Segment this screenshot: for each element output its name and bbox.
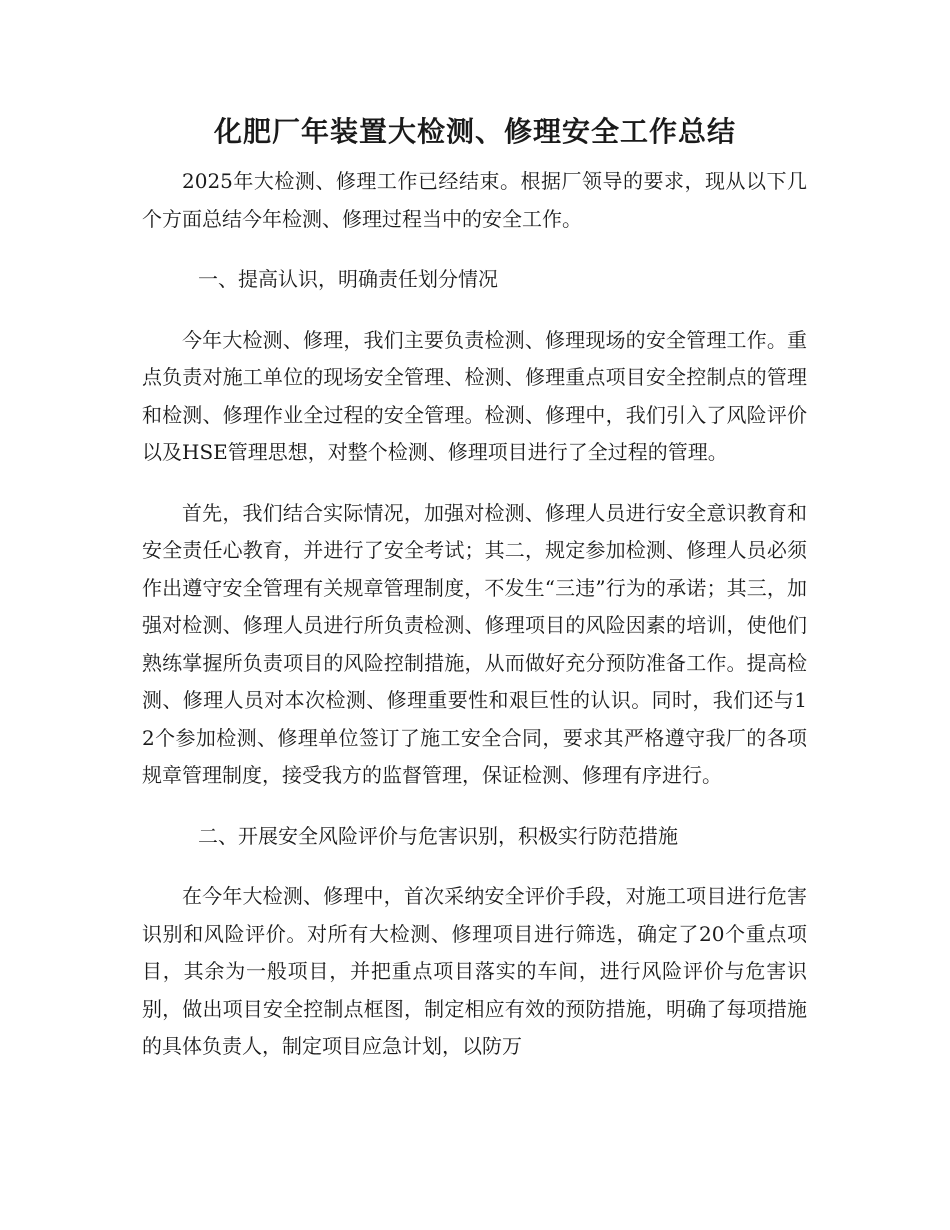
section-heading-1: 一、提高认识，明确责任划分情况: [198, 267, 498, 291]
paragraph-spacer: [142, 855, 807, 878]
section-heading-2: 二、开展安全风险评价与危害识别，积极实行防范措施: [198, 823, 678, 848]
paragraph-spacer: [142, 238, 807, 261]
paragraph-spacer: [142, 299, 807, 322]
intro-paragraph: 2025年大检测、修理工作已经结束。根据厂领导的要求，现从以下几个方面总结今年检测、修理过程当中的安全工作。: [142, 169, 807, 231]
document-body: [142, 163, 807, 1066]
paragraph-spacer: [142, 472, 807, 495]
section-1-paragraph-2: 首先，我们结合实际情况，加强对检测、修理人员进行安全意识教育和安全责任心教育，并进行了安全考试；其二，规定参加检测、修理人员必须作出遵守安全管理有关规章管理制度，不发生“三违”行为的承诺；其三，加强对检测、修理人员进行所负责检测、修理项目的风险因素的培训，使他们熟练掌握所负责项目的风险控制措施，从而做好充分预防准备工作。提高检测、修理人员对本次检测、修理重要性和艰巨性的认识。同时，我们还与12个参加检测、修理单位签订了施工安全合同，要求其严格遵守我厂的各项规章管理制度，接受我方的监督管理，保证检测、修理有序进行。: [142, 500, 807, 787]
section-2-paragraph-1: 在今年大检测、修理中，首次采纳安全评价手段，对施工项目进行危害识别和风险评价。对所有大检测、修理项目进行筛选，确定了20个重点项目，其余为一般项目，并把重点项目落实的车间，进行风险评价与危害识别，做出项目安全控制点框图，制定相应有效的预防措施，明确了每项措施的具体负责人，制定项目应急计划，以防万: [142, 884, 807, 1058]
document-title: 化肥厂年装置大检测、修理安全工作总结: [213, 115, 736, 148]
section-1-paragraph-1: 今年大检测、修理，我们主要负责检测、修理现场的安全管理工作。重点负责对施工单位的现场安全管理、检测、修理重点项目安全控制点的管理和检测、修理作业全过程的安全管理。检测、修理中，我们引入了风险评价以及HSE管理思想，对整个检测、修理项目进行了全过程的管理。: [142, 327, 807, 464]
paragraph-spacer: [142, 795, 807, 818]
